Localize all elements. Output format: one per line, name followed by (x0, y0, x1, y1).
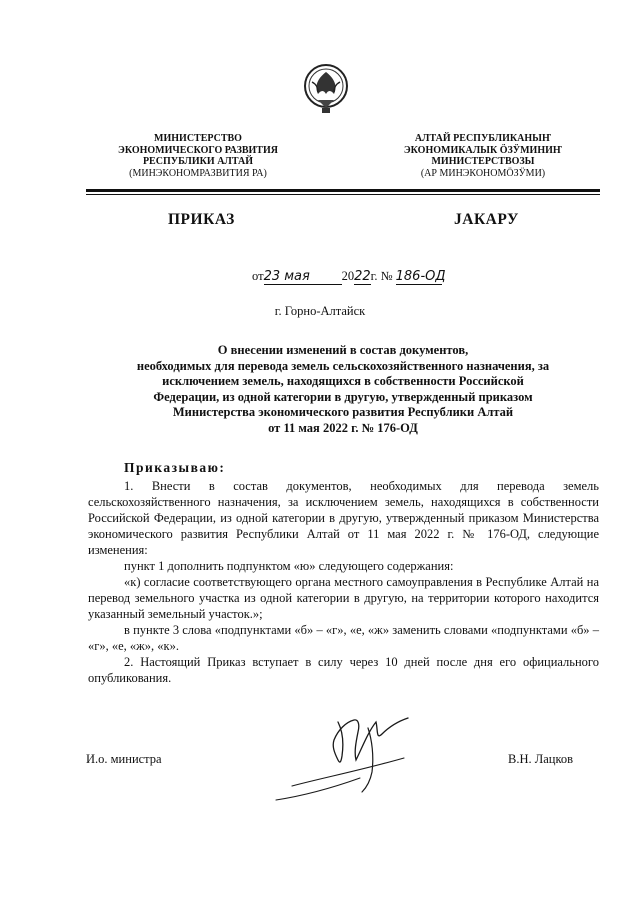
title-line: от 11 мая 2022 г. № 176-ОД (268, 420, 418, 435)
order-title (86, 343, 600, 436)
city-line: г. Горно-Алтайск (274, 304, 366, 318)
header-left-line2: ЭКОНОМИЧЕСКОГО РАЗВИТИЯ (118, 144, 278, 156)
header-left-line3: РЕСПУБЛИКИ АЛТАЙ (142, 156, 254, 167)
signatory-name: В.Н. Лацков (508, 752, 574, 766)
handwritten-signature (272, 700, 422, 810)
title-line: О внесении изменений в состав документов, (217, 343, 469, 357)
doc-type-russian: ПРИКАЗ (168, 211, 235, 228)
coat-of-arms-emblem (302, 60, 350, 116)
date-year-prefix: 20 (341, 269, 355, 283)
order-word: Приказываю: (124, 460, 226, 475)
body-paragraph: в пункте 3 слова «подпунктами «б» – «г», «е, «ж» заменить словами «подпунктами «б» – «г», «е, «ж», «к». (88, 623, 599, 653)
order-number: 186-ОД (395, 269, 446, 284)
ministry-header-russian (98, 133, 298, 179)
header-left-line4: (МИНЭКОНОМРАЗВИТИЯ РА) (129, 167, 267, 179)
date-day-month: 23 мая (264, 269, 342, 285)
date-year-suffix: 22 (354, 269, 371, 284)
title-line: Федерации, из одной категории в другую, утвержденный приказом (153, 389, 533, 404)
signatory-position: И.о. министра (86, 752, 162, 766)
body-paragraph: 2. Настоящий Приказ вступает в силу через 10 дней после дня его официального опубликования. (88, 655, 599, 685)
doc-type-altai: JАКАРУ (454, 211, 519, 228)
body-paragraph: 1. Внести в состав документов, необходимых для перевода земель сельскохозяйственного назначения, за исключением земель, находящихся в собственности Российской Федерации, из одной категории в другую, утвержденный приказом Министерства экономического развития Республики Алтай от 11 мая 2022 г. № 176-ОД, следующие изменения: (88, 479, 599, 557)
date-year-label: г. № (370, 269, 393, 283)
order-body (88, 478, 599, 686)
header-right-line1: АЛТАЙ РЕСПУБЛИКАНЫҤ (414, 133, 552, 144)
title-line: исключением земель, находящихся в собственности Российской (162, 374, 524, 388)
header-right-line3: МИНИСТЕРСТВОЗЫ (431, 156, 535, 167)
body-paragraph: пункт 1 дополнить подпунктом «ю» следующего содержания: (124, 559, 454, 573)
ministry-header-altai (378, 133, 588, 179)
title-line: Министерства экономического развития Республики Алтай (172, 405, 514, 419)
header-divider-thin (86, 194, 600, 195)
date-prefix: от (252, 269, 264, 283)
header-right-line4: (АР МИНЭКОНОМÖЗӰМИ) (420, 167, 546, 179)
header-left-line1: МИНИСТЕРСТВО (154, 133, 242, 144)
date-line (252, 269, 446, 285)
body-paragraph: «к) согласие соответствующего органа местного самоуправления в Республике Алтай на перевод земельного участка из одной категории в другую, на территории которого находится указанный земельный участок.»; (88, 575, 599, 621)
title-line: необходимых для перевода земель сельскохозяйственного назначения, за (136, 358, 550, 373)
header-divider-thick (86, 189, 600, 192)
header-right-line2: ЭКОНОМИКАЛЫК ÖЗӰМИНИҤ (403, 144, 563, 156)
